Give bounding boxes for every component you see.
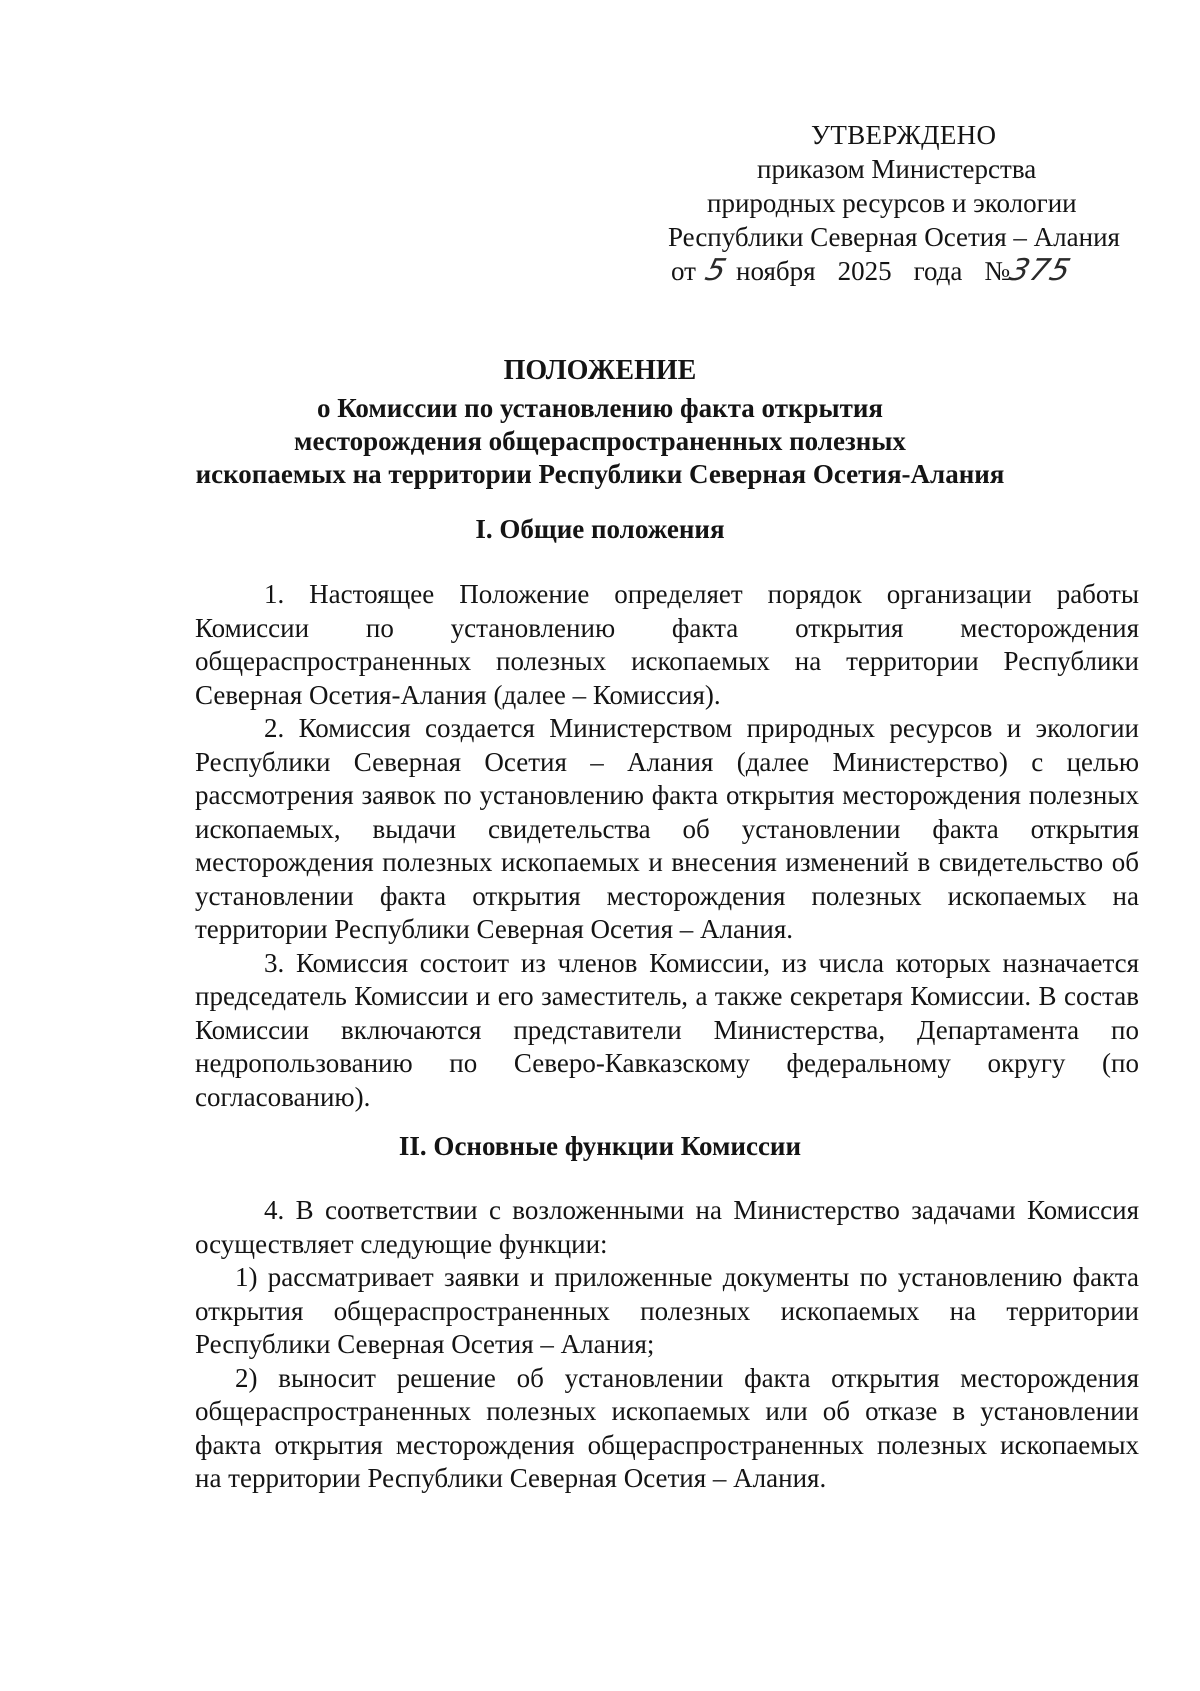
approval-title: УТВЕРЖДЕНО xyxy=(811,120,997,150)
paragraph-4: 4. В соответствии с возложенными на Министерство задачами Комиссия осуществляет следующие функции: xyxy=(195,1195,1139,1259)
section-1-heading: I. Общие положения xyxy=(475,514,725,544)
date-year: 2025 xyxy=(837,256,892,286)
number-sign: № xyxy=(984,256,1011,286)
title-line-1: о Комиссии по установлению факта открытия xyxy=(316,393,884,423)
paragraph-3: 3. Комиссия состоит из членов Комиссии, из числа которых назначается председатель Комиссии и его заместитель, а также секретаря Комиссии. В состав Комиссии включаются представители Министерства, Департамента по недропользованию по Северо-Кавказскому федеральному округу (по согласованию). xyxy=(195,947,1139,1112)
approval-line-ministry: природных ресурсов и экологии xyxy=(707,188,1077,218)
date-year-word: года xyxy=(913,256,963,286)
date-month: ноября xyxy=(736,256,816,286)
approval-line-republic: Республики Северная Осетия – Алания xyxy=(668,222,1120,252)
document-title xyxy=(0,352,1200,491)
section-2-body xyxy=(195,1194,1139,1496)
handwritten-number: 375 xyxy=(1005,253,1075,288)
approval-line-order: приказом Министерства xyxy=(757,154,1037,184)
approval-date-line xyxy=(640,254,1160,288)
list-item-2: 2) выносит решение об установлении факта открытия месторождения общераспространенных полезных ископаемых или об отказе в установлении факта открытия месторождения общераспространенных полезных ископаемых на территории Республики Северная Осетия – Алания. xyxy=(195,1362,1139,1493)
title-main: ПОЛОЖЕНИЕ xyxy=(503,355,697,386)
section-2-heading: II. Основные функции Комиссии xyxy=(398,1131,802,1161)
title-line-2: месторождения общераспространенных полезных xyxy=(294,426,906,456)
title-line-3: ископаемых на территории Республики Северная Осетия-Алания xyxy=(195,459,1005,489)
section-1-body xyxy=(195,578,1139,1114)
paragraph-1: 1. Настоящее Положение определяет порядок организации работы Комиссии по установлению факта открытия месторождения общераспространенных полезных ископаемых на территории Республики Северная Осетия-Алания (далее – Комиссия). xyxy=(195,579,1139,710)
paragraph-2: 2. Комиссия создается Министерством природных ресурсов и экологии Республики Северная Осетия – Алания (далее Министерство) с целью рассмотрения заявок по установлению факта открытия месторождения полезных ископаемых, выдачи свидетельства об установлении факта открытия месторождения полезных ископаемых и внесения изменений в свидетельство об установлении факта открытия месторождения полезных ископаемых на территории Республики Северная Осетия – Алания. xyxy=(195,713,1139,944)
list-item-1: 1) рассматривает заявки и приложенные документы по установлению факта открытия общераспространенных полезных ископаемых на территории Республики Северная Осетия – Алания; xyxy=(195,1262,1139,1359)
date-prefix: от xyxy=(671,256,696,286)
handwritten-day: 5 xyxy=(701,253,731,288)
approval-stamp-block xyxy=(640,118,1160,288)
